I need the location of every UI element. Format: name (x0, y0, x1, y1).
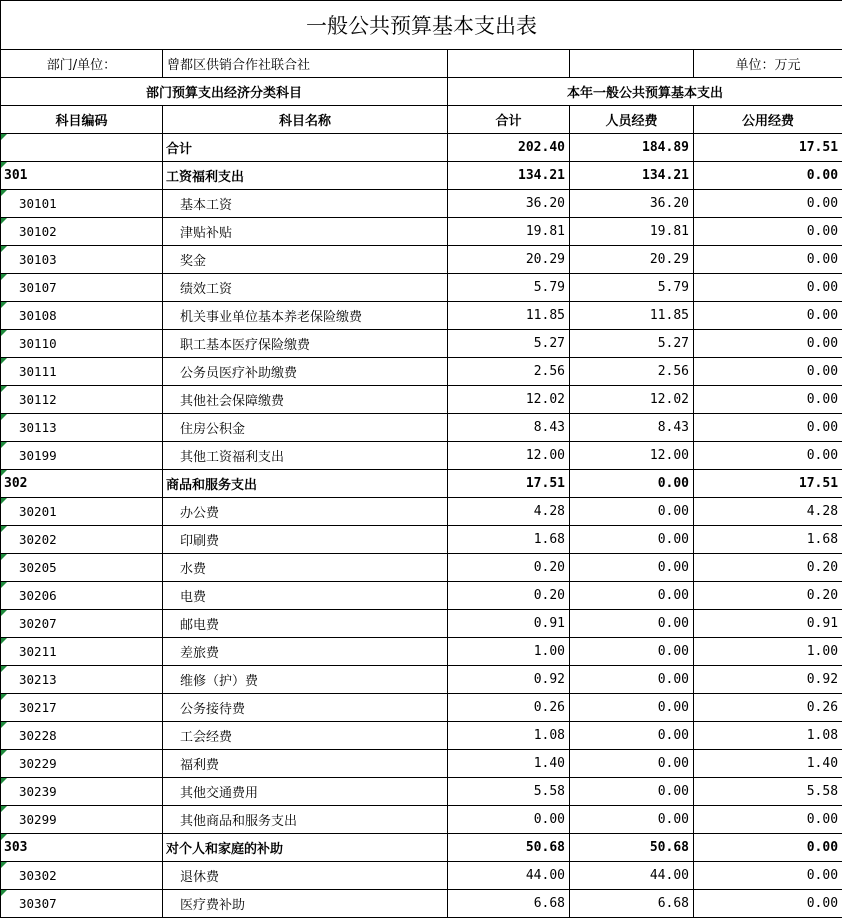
cell-public: 17.51 (694, 134, 842, 162)
cell-name: 津贴补贴 (163, 218, 448, 246)
cell-code-text: 30206 (19, 588, 57, 603)
cell-total: 2.56 (448, 358, 570, 386)
cell-name: 办公费 (163, 498, 448, 526)
cell-personnel: 0.00 (570, 526, 694, 554)
info-empty-cell (448, 50, 570, 78)
cell-personnel: 0.00 (570, 638, 694, 666)
cell-public: 0.20 (694, 582, 842, 610)
cell-total: 6.68 (448, 890, 570, 918)
page-title: 一般公共预算基本支出表 (1, 1, 842, 50)
table-row (1, 666, 842, 694)
cell-name: 基本工资 (163, 190, 448, 218)
cell-note-marker-icon (1, 302, 7, 308)
cell-note-marker-icon (1, 862, 7, 868)
table-row (1, 834, 842, 862)
cell-code (1, 162, 163, 190)
table-row (1, 638, 842, 666)
cell-code (1, 862, 163, 890)
cell-note-marker-icon (1, 190, 7, 196)
cell-total: 1.40 (448, 750, 570, 778)
cell-note-marker-icon (1, 330, 7, 336)
cell-personnel: 5.79 (570, 274, 694, 302)
cell-code (1, 778, 163, 806)
cell-code-text: 30201 (19, 504, 57, 519)
cell-total: 19.81 (448, 218, 570, 246)
cell-personnel: 0.00 (570, 806, 694, 834)
cell-code (1, 610, 163, 638)
cell-public: 0.00 (694, 218, 842, 246)
cell-personnel: 0.00 (570, 470, 694, 498)
cell-code (1, 638, 163, 666)
cell-name: 职工基本医疗保险缴费 (163, 330, 448, 358)
cell-note-marker-icon (1, 498, 7, 504)
cell-code-text: 30103 (19, 252, 57, 267)
unit-label: 单位：万元 (694, 50, 842, 78)
cell-total: 36.20 (448, 190, 570, 218)
cell-name: 其他社会保障缴费 (163, 386, 448, 414)
cell-note-marker-icon (1, 694, 7, 700)
cell-note-marker-icon (1, 414, 7, 420)
cell-public: 0.00 (694, 442, 842, 470)
cell-total: 17.51 (448, 470, 570, 498)
table-row (1, 722, 842, 750)
table-row (1, 386, 842, 414)
cell-personnel: 12.00 (570, 442, 694, 470)
cell-code (1, 330, 163, 358)
cell-name: 机关事业单位基本养老保险缴费 (163, 302, 448, 330)
cell-code (1, 414, 163, 442)
cell-personnel: 184.89 (570, 134, 694, 162)
cell-note-marker-icon (1, 162, 7, 168)
cell-personnel: 44.00 (570, 862, 694, 890)
cell-code (1, 834, 163, 862)
cell-public: 5.58 (694, 778, 842, 806)
cell-name: 对个人和家庭的补助 (163, 834, 448, 862)
table-row (1, 358, 842, 386)
cell-note-marker-icon (1, 386, 7, 392)
cell-name: 住房公积金 (163, 414, 448, 442)
cell-code (1, 246, 163, 274)
cell-code-text: 30202 (19, 532, 57, 547)
table-row (1, 442, 842, 470)
cell-total: 4.28 (448, 498, 570, 526)
cell-public: 0.00 (694, 190, 842, 218)
cell-note-marker-icon (1, 890, 7, 896)
table-row (1, 330, 842, 358)
cell-public: 0.00 (694, 274, 842, 302)
cell-code-text: 30302 (19, 868, 57, 883)
cell-name: 水费 (163, 554, 448, 582)
cell-name: 合计 (163, 134, 448, 162)
cell-personnel: 0.00 (570, 750, 694, 778)
cell-total: 0.91 (448, 610, 570, 638)
cell-code-text: 30299 (19, 812, 57, 827)
cell-personnel: 0.00 (570, 498, 694, 526)
cell-note-marker-icon (1, 806, 7, 812)
cell-code-text: 30101 (19, 196, 57, 211)
cell-code-text: 30111 (19, 364, 57, 379)
cell-note-marker-icon (1, 582, 7, 588)
cell-total: 0.26 (448, 694, 570, 722)
cell-code (1, 722, 163, 750)
cell-code (1, 274, 163, 302)
cell-note-marker-icon (1, 470, 7, 476)
cell-code-text: 30113 (19, 420, 57, 435)
cell-total: 134.21 (448, 162, 570, 190)
cell-note-marker-icon (1, 638, 7, 644)
cell-total: 0.20 (448, 554, 570, 582)
cell-personnel: 0.00 (570, 554, 694, 582)
cell-code-text: 30307 (19, 896, 57, 911)
table-row (1, 694, 842, 722)
cell-total: 202.40 (448, 134, 570, 162)
cell-personnel: 0.00 (570, 694, 694, 722)
cell-code-text: 302 (4, 476, 28, 491)
cell-name: 电费 (163, 582, 448, 610)
table-row (1, 750, 842, 778)
table-row (1, 218, 842, 246)
table-row (1, 526, 842, 554)
cell-total: 1.00 (448, 638, 570, 666)
cell-total: 1.68 (448, 526, 570, 554)
cell-code (1, 750, 163, 778)
cell-public: 0.00 (694, 330, 842, 358)
cell-code-text: 30207 (19, 616, 57, 631)
cell-code (1, 386, 163, 414)
cell-personnel: 134.21 (570, 162, 694, 190)
cell-code-text: 30110 (19, 336, 57, 351)
cell-note-marker-icon (1, 274, 7, 280)
cell-public: 1.08 (694, 722, 842, 750)
table-row (1, 554, 842, 582)
table-row (1, 302, 842, 330)
cell-total: 5.27 (448, 330, 570, 358)
cell-name: 工资福利支出 (163, 162, 448, 190)
cell-public: 1.00 (694, 638, 842, 666)
cell-public: 0.00 (694, 414, 842, 442)
cell-code (1, 526, 163, 554)
cell-code (1, 890, 163, 918)
cell-personnel: 2.56 (570, 358, 694, 386)
table-row (1, 806, 842, 834)
cell-code (1, 302, 163, 330)
table-body (1, 1, 842, 918)
cell-personnel: 0.00 (570, 778, 694, 806)
cell-personnel: 19.81 (570, 218, 694, 246)
cell-public: 17.51 (694, 470, 842, 498)
column-header-personnel: 人员经费 (570, 106, 694, 134)
cell-note-marker-icon (1, 246, 7, 252)
cell-code (1, 358, 163, 386)
table-row (1, 582, 842, 610)
cell-total: 12.02 (448, 386, 570, 414)
column-header-total: 合计 (448, 106, 570, 134)
cell-code (1, 554, 163, 582)
cell-note-marker-icon (1, 778, 7, 784)
cell-total: 1.08 (448, 722, 570, 750)
group-header-left: 部门预算支出经济分类科目 (1, 78, 448, 106)
cell-code-text: 30228 (19, 728, 57, 743)
table-row (1, 498, 842, 526)
cell-note-marker-icon (1, 834, 7, 840)
table-row (1, 246, 842, 274)
table-row (1, 470, 842, 498)
cell-personnel: 0.00 (570, 582, 694, 610)
table-row (1, 610, 842, 638)
cell-code (1, 190, 163, 218)
cell-total: 0.20 (448, 582, 570, 610)
cell-public: 0.00 (694, 386, 842, 414)
cell-name: 公务员医疗补助缴费 (163, 358, 448, 386)
cell-code-text: 30239 (19, 784, 57, 799)
cell-code-text: 30211 (19, 644, 57, 659)
cell-code (1, 582, 163, 610)
group-header-row (1, 78, 842, 106)
cell-code-text: 30102 (19, 224, 57, 239)
cell-code-text: 30217 (19, 700, 57, 715)
cell-personnel: 0.00 (570, 666, 694, 694)
cell-personnel: 50.68 (570, 834, 694, 862)
cell-name: 福利费 (163, 750, 448, 778)
dept-label: 部门/单位： (1, 50, 163, 78)
cell-name: 奖金 (163, 246, 448, 274)
table-row (1, 862, 842, 890)
cell-code (1, 498, 163, 526)
column-header-code: 科目编码 (1, 106, 163, 134)
cell-note-marker-icon (1, 218, 7, 224)
cell-total: 44.00 (448, 862, 570, 890)
cell-code-text: 30205 (19, 560, 57, 575)
cell-name: 绩效工资 (163, 274, 448, 302)
cell-code (1, 694, 163, 722)
cell-personnel: 20.29 (570, 246, 694, 274)
cell-code-text: 30108 (19, 308, 57, 323)
cell-total: 8.43 (448, 414, 570, 442)
cell-public: 0.00 (694, 806, 842, 834)
cell-public: 0.00 (694, 358, 842, 386)
cell-code (1, 442, 163, 470)
dept-value: 曾都区供销合作社联合社 (163, 50, 448, 78)
cell-personnel: 0.00 (570, 722, 694, 750)
table-row (1, 190, 842, 218)
cell-public: 0.00 (694, 890, 842, 918)
cell-note-marker-icon (1, 442, 7, 448)
column-header-public: 公用经费 (694, 106, 842, 134)
cell-personnel: 36.20 (570, 190, 694, 218)
column-header-row (1, 106, 842, 134)
cell-personnel: 12.02 (570, 386, 694, 414)
table-row (1, 134, 842, 162)
cell-code-text: 30107 (19, 280, 57, 295)
cell-public: 0.20 (694, 554, 842, 582)
cell-name: 其他商品和服务支出 (163, 806, 448, 834)
cell-note-marker-icon (1, 722, 7, 728)
cell-name: 工会经费 (163, 722, 448, 750)
cell-note-marker-icon (1, 526, 7, 532)
column-header-name: 科目名称 (163, 106, 448, 134)
cell-total: 12.00 (448, 442, 570, 470)
cell-code (1, 218, 163, 246)
table-row (1, 274, 842, 302)
cell-note-marker-icon (1, 610, 7, 616)
cell-total: 5.58 (448, 778, 570, 806)
cell-code (1, 134, 163, 162)
cell-public: 0.92 (694, 666, 842, 694)
cell-total: 11.85 (448, 302, 570, 330)
cell-total: 50.68 (448, 834, 570, 862)
table-row (1, 778, 842, 806)
cell-public: 4.28 (694, 498, 842, 526)
cell-public: 0.00 (694, 246, 842, 274)
cell-code-text: 30112 (19, 392, 57, 407)
title-row (1, 1, 842, 50)
cell-code (1, 806, 163, 834)
cell-name: 印刷费 (163, 526, 448, 554)
cell-name: 公务接待费 (163, 694, 448, 722)
cell-total: 5.79 (448, 274, 570, 302)
cell-name: 差旅费 (163, 638, 448, 666)
cell-public: 0.26 (694, 694, 842, 722)
cell-name: 其他交通费用 (163, 778, 448, 806)
cell-note-marker-icon (1, 134, 7, 140)
table-row (1, 890, 842, 918)
cell-code-text: 30213 (19, 672, 57, 687)
cell-personnel: 8.43 (570, 414, 694, 442)
cell-total: 0.92 (448, 666, 570, 694)
cell-public: 0.00 (694, 834, 842, 862)
cell-note-marker-icon (1, 554, 7, 560)
cell-personnel: 6.68 (570, 890, 694, 918)
cell-public: 0.00 (694, 162, 842, 190)
cell-name: 其他工资福利支出 (163, 442, 448, 470)
cell-public: 1.40 (694, 750, 842, 778)
cell-total: 0.00 (448, 806, 570, 834)
table-row (1, 162, 842, 190)
cell-note-marker-icon (1, 750, 7, 756)
cell-name: 医疗费补助 (163, 890, 448, 918)
cell-personnel: 11.85 (570, 302, 694, 330)
cell-name: 维修（护）费 (163, 666, 448, 694)
cell-public: 0.00 (694, 862, 842, 890)
cell-code-text: 301 (4, 168, 28, 183)
cell-public: 0.00 (694, 302, 842, 330)
cell-name: 邮电费 (163, 610, 448, 638)
cell-code (1, 470, 163, 498)
cell-note-marker-icon (1, 666, 7, 672)
cell-code-text: 303 (4, 840, 28, 855)
cell-total: 20.29 (448, 246, 570, 274)
group-header-right: 本年一般公共预算基本支出 (448, 78, 842, 106)
cell-personnel: 0.00 (570, 610, 694, 638)
cell-personnel: 5.27 (570, 330, 694, 358)
cell-public: 0.91 (694, 610, 842, 638)
cell-public: 1.68 (694, 526, 842, 554)
cell-code-text: 30199 (19, 448, 57, 463)
info-empty-cell (570, 50, 694, 78)
cell-name: 退休费 (163, 862, 448, 890)
cell-code-text: 30229 (19, 756, 57, 771)
cell-name: 商品和服务支出 (163, 470, 448, 498)
info-row (1, 50, 842, 78)
cell-code (1, 666, 163, 694)
cell-note-marker-icon (1, 358, 7, 364)
table-row (1, 414, 842, 442)
